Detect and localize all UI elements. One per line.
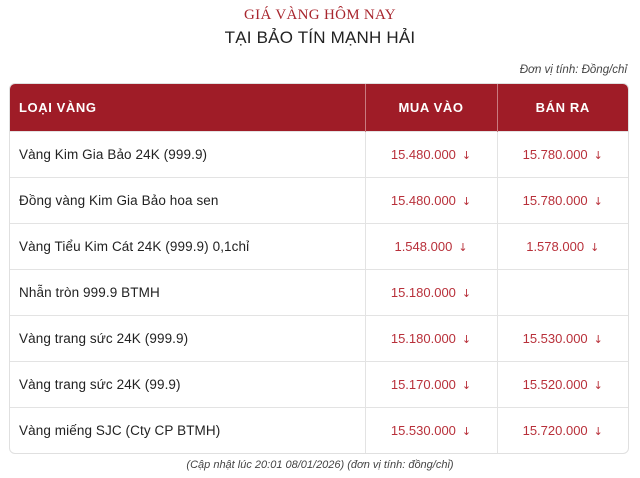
buy-price: 15.530.000 <box>390 423 456 438</box>
table-row <box>10 224 628 270</box>
table-row <box>10 270 628 316</box>
down-arrow-icon: ↓ <box>593 425 603 438</box>
buy-price-cell <box>365 316 497 362</box>
buy-price-cell <box>365 224 497 270</box>
buy-price-cell <box>365 178 497 224</box>
column-header-type: LOẠI VÀNG <box>10 84 365 132</box>
down-arrow-icon: ↓ <box>593 333 603 346</box>
sell-price: 15.520.000 <box>522 377 588 392</box>
down-arrow-icon: ↓ <box>461 287 472 300</box>
buy-price: 15.170.000 <box>390 377 456 392</box>
sell-price: 15.780.000 <box>522 193 588 208</box>
sell-price-cell <box>497 224 628 270</box>
buy-price-cell <box>365 132 497 178</box>
table-row <box>10 362 628 408</box>
down-arrow-icon: ↓ <box>461 379 472 392</box>
gold-type-name: Nhẫn tròn 999.9 BTMH <box>10 270 365 316</box>
gold-type-name: Vàng Kim Gia Bảo 24K (999.9) <box>10 132 365 178</box>
table-row <box>10 132 628 178</box>
gold-type-name: Vàng trang sức 24K (99.9) <box>10 362 365 408</box>
table-row <box>10 316 628 362</box>
sell-price-cell <box>497 408 628 454</box>
down-arrow-icon: ↓ <box>593 195 603 208</box>
down-arrow-icon: ↓ <box>593 149 603 162</box>
gold-type-name: Vàng Tiểu Kim Cát 24K (999.9) 0,1chỉ <box>10 224 365 270</box>
column-header-sell: BÁN RA <box>497 84 628 132</box>
down-arrow-icon: ↓ <box>458 241 468 254</box>
update-note: (Cập nhật lúc 20:01 08/01/2026) (đơn vị tính: đồng/chỉ) <box>186 459 454 471</box>
down-arrow-icon: ↓ <box>461 333 472 346</box>
down-arrow-icon: ↓ <box>590 241 600 254</box>
sell-price: 15.780.000 <box>522 147 588 162</box>
buy-price-cell <box>365 270 497 316</box>
sell-price: 1.578.000 <box>526 239 585 254</box>
buy-price-cell <box>365 362 497 408</box>
gold-type-name: Vàng miếng SJC (Cty CP BTMH) <box>10 408 365 454</box>
sell-price-cell <box>497 132 628 178</box>
buy-price-cell <box>365 408 497 454</box>
down-arrow-icon: ↓ <box>461 149 472 162</box>
sell-price-cell <box>497 270 628 316</box>
page-supertitle: GIÁ VÀNG HÔM NAY <box>244 7 396 23</box>
table-header-row <box>10 84 628 132</box>
buy-price: 15.480.000 <box>390 147 456 162</box>
down-arrow-icon: ↓ <box>593 379 603 392</box>
sell-price-cell <box>497 316 628 362</box>
sell-price: 15.720.000 <box>522 423 588 438</box>
buy-price: 15.180.000 <box>390 331 456 346</box>
gold-price-table <box>9 83 629 454</box>
buy-price: 15.480.000 <box>390 193 456 208</box>
gold-type-name: Vàng trang sức 24K (999.9) <box>10 316 365 362</box>
down-arrow-icon: ↓ <box>461 195 472 208</box>
sell-price-cell <box>497 362 628 408</box>
column-header-buy: MUA VÀO <box>365 84 497 132</box>
page-title: TẠI BẢO TÍN MẠNH HẢI <box>224 28 416 47</box>
sell-price: 15.530.000 <box>522 331 588 346</box>
table-row <box>10 408 628 454</box>
unit-note: Đơn vị tính: Đồng/chỉ <box>519 64 627 76</box>
sell-price-cell <box>497 178 628 224</box>
buy-price: 15.180.000 <box>390 285 456 300</box>
gold-type-name: Đồng vàng Kim Gia Bảo hoa sen <box>10 178 365 224</box>
table-row <box>10 178 628 224</box>
buy-price: 1.548.000 <box>394 239 453 254</box>
down-arrow-icon: ↓ <box>461 425 472 438</box>
